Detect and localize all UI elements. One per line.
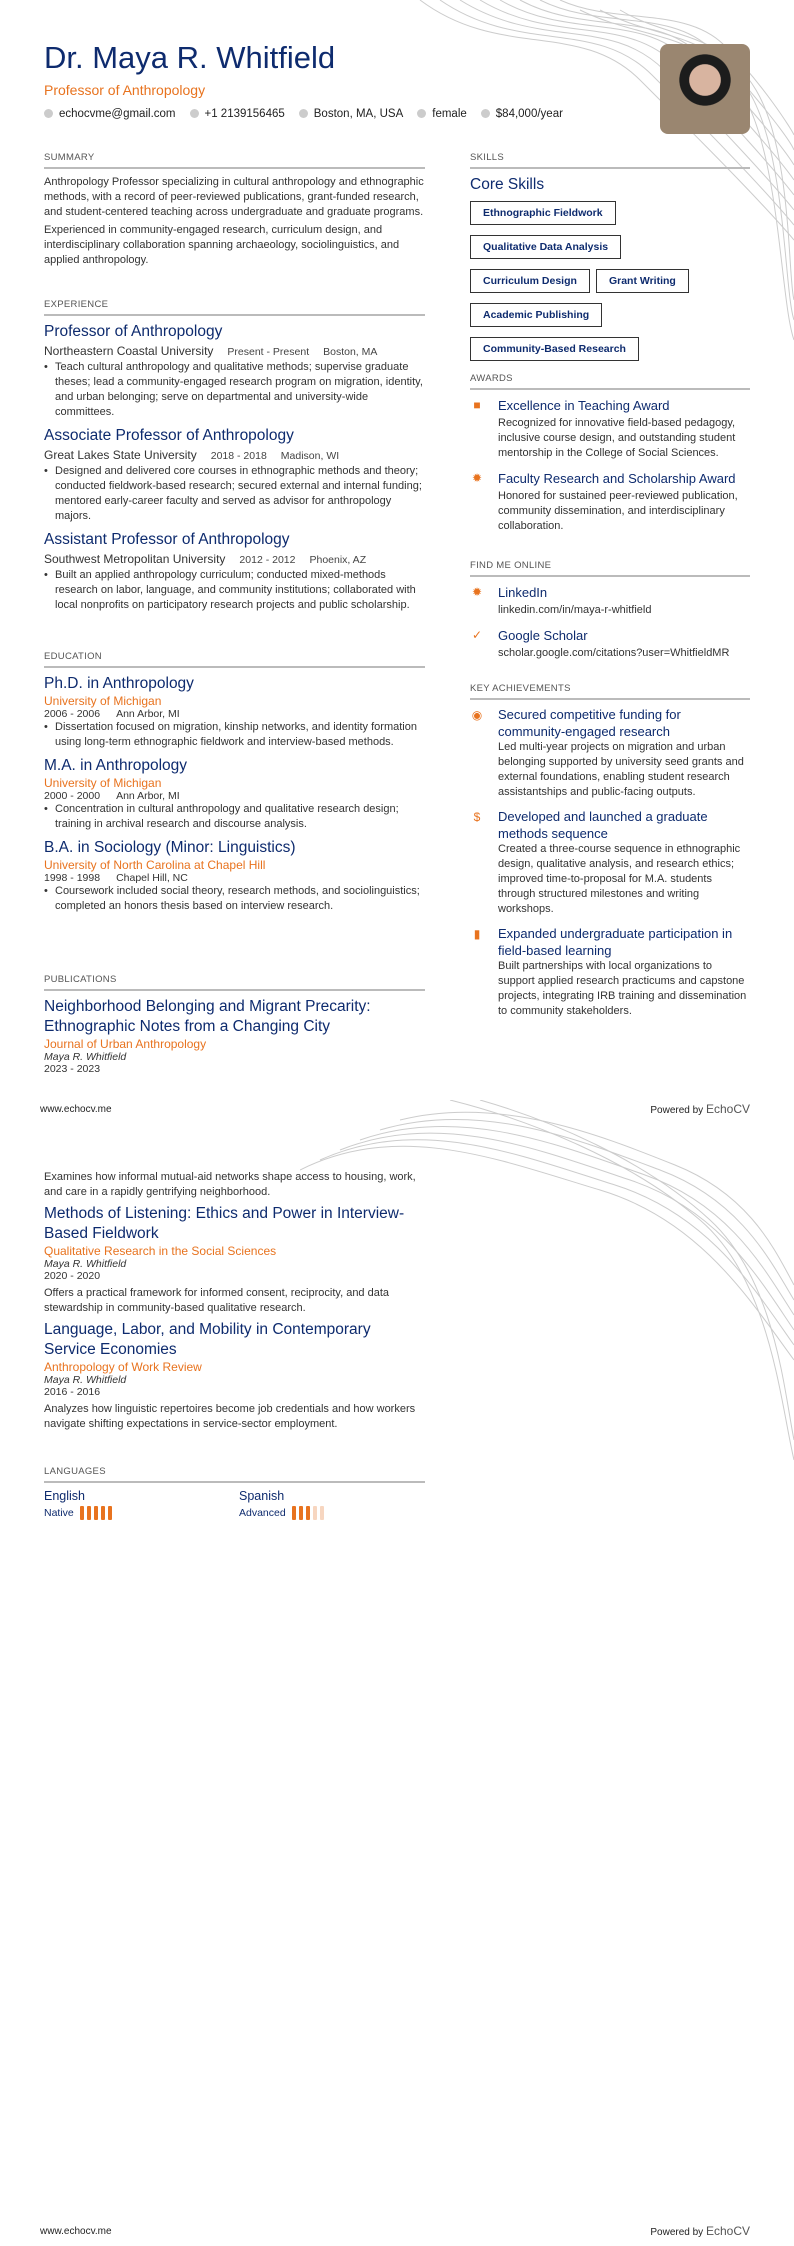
bell-icon: ✹ [471, 585, 483, 599]
education-item [44, 756, 425, 832]
employer: Northeastern Coastal University [44, 344, 214, 358]
skill-group-title: Core Skills [470, 176, 545, 193]
achievement-desc: Created a three-course sequence in ethnographic design, qualitative analysis, and research ethics; improved time-to-proposal for M.A. students through structured milestones and writing workshops. [498, 843, 741, 915]
edu-location: Ann Arbor, MI [116, 708, 180, 720]
degree: Ph.D. in Anthropology [44, 675, 194, 692]
edu-bullet: • Dissertation focused on migration, kinship networks, and identity formation using long-term ethnographic fieldwork and interview-based methods. [44, 720, 425, 750]
contact-location: Boston, MA, USA [299, 108, 403, 120]
achievements-section [470, 683, 750, 1027]
job-bullet: • Teach cultural anthropology and qualitative methods; supervise graduate theses; lead a community-engaged research program on migration, identity, and urban belonging; serve on departmental and university-wide committees. [44, 360, 425, 420]
location-icon [299, 109, 308, 118]
contact-gender: female [417, 108, 467, 120]
footer-powered[interactable]: Powered by EchoCV [650, 1102, 750, 1116]
section-heading: KEY ACHIEVEMENTS [470, 683, 750, 700]
bell-icon: ✹ [471, 471, 483, 485]
achievement-title: Secured competitive funding for community-engaged research [498, 707, 681, 739]
section-heading: FIND ME ONLINE [470, 560, 750, 577]
section-heading: SKILLS [470, 152, 750, 169]
publication-author: Maya R. Whitfield [44, 1051, 127, 1063]
job-location: Madison, WI [280, 450, 340, 462]
education-item [44, 674, 425, 750]
degree: M.A. in Anthropology [44, 757, 188, 774]
language-item [44, 1489, 239, 1520]
publication-dates: 2016 - 2016 [44, 1386, 101, 1398]
awards-section [470, 373, 750, 542]
dollar-icon: $ [473, 810, 481, 824]
section-heading: EXPERIENCE [44, 299, 425, 316]
publication-journal: Qualitative Research in the Social Sciences [44, 1244, 277, 1258]
camera-icon: ◉ [471, 708, 483, 722]
publication-title: Neighborhood Belonging and Migrant Precarity: Ethnographic Notes from a Changing City [44, 998, 371, 1035]
publication-author: Maya R. Whitfield [44, 1258, 127, 1270]
summary-text: Experienced in community-engaged research, curriculum design, and interdisciplinary collaboration spanning archaeology, sociolinguistics, and applied anthropology. [44, 224, 400, 266]
publications-continued [44, 1170, 425, 1432]
publication-journal: Anthropology of Work Review [44, 1360, 202, 1374]
award-desc: Honored for sustained peer-reviewed publication, community dissemination, and interdisciplinary collaboration. [498, 490, 738, 532]
summary-text: Anthropology Professor specializing in cultural anthropology and ethnographic methods, with a record of peer-reviewed publications, grant-funded research, and student-centered teaching across undergraduate and graduate programs. [44, 176, 424, 218]
publications-section [44, 974, 425, 1075]
experience-item [44, 426, 425, 524]
skill-chip: Ethnographic Fieldwork [470, 201, 616, 225]
job-location: Phoenix, AZ [309, 554, 367, 566]
achievement-item [470, 808, 750, 917]
language-name: Spanish [239, 1489, 285, 1503]
contact-email[interactable]: echocvme@gmail.com [44, 108, 176, 120]
section-heading: EDUCATION [44, 651, 425, 668]
achievement-desc: Built partnerships with local organizations to support applied research practicums and capstone projects, integrating IRB training and dissemination to community stakeholders. [498, 960, 747, 1017]
job-title: Assistant Professor of Anthropology [44, 531, 290, 548]
award-item [470, 469, 750, 534]
employer: Southwest Metropolitan University [44, 552, 226, 566]
language-meter [80, 1506, 112, 1520]
skill-chip: Academic Publishing [470, 303, 602, 327]
job-dates: 2018 - 2018 [210, 450, 267, 462]
achievement-item [470, 925, 750, 1019]
language-level: Native [44, 1506, 74, 1519]
publication-dates: 2023 - 2023 [44, 1063, 101, 1075]
file-icon: ▮ [473, 927, 481, 941]
contact-salary: $84,000/year [481, 108, 563, 120]
brand-logo: EchoCV [705, 1102, 750, 1116]
brand-logo: EchoCV [705, 2224, 750, 2238]
contact-info [44, 108, 563, 120]
section-heading: SUMMARY [44, 152, 425, 169]
online-url[interactable]: linkedin.com/in/maya-r-whitfield [498, 604, 652, 616]
edu-dates: 1998 - 1998 [44, 872, 101, 884]
job-bullet: • Built an applied anthropology curriculum; conducted mixed-methods research on labor, language, and community institutions; collaborated with local nonprofits on participatory research projects and public scholarship. [44, 568, 425, 613]
publication-desc: Offers a practical framework for informed consent, reciprocity, and data stewardship in community-based qualitative research. [44, 1287, 390, 1314]
language-meter [292, 1506, 324, 1520]
footer-site[interactable]: www.echocv.me [40, 2226, 112, 2237]
candidate-name: Dr. Maya R. Whitfield [44, 40, 336, 75]
person-icon [417, 109, 426, 118]
section-heading: AWARDS [470, 373, 750, 390]
candidate-title: Professor of Anthropology [44, 82, 206, 98]
job-dates: Present - Present [227, 346, 310, 358]
experience-item [44, 530, 425, 613]
publication-author: Maya R. Whitfield [44, 1374, 127, 1386]
experience-item [44, 322, 425, 420]
school: University of North Carolina at Chapel Hill [44, 858, 266, 872]
publication-journal: Journal of Urban Anthropology [44, 1037, 207, 1051]
skills-section [470, 152, 750, 371]
education-item [44, 838, 425, 914]
award-item [470, 396, 750, 461]
footer-site[interactable]: www.echocv.me [40, 1104, 112, 1115]
publication-title: Methods of Listening: Ethics and Power in Interview-Based Fieldwork [44, 1205, 405, 1242]
publication-title: Language, Labor, and Mobility in Contemporary Service Economies [44, 1321, 371, 1358]
language-item [239, 1489, 324, 1520]
edu-dates: 2006 - 2006 [44, 708, 101, 720]
experience-section [44, 299, 425, 619]
degree: B.A. in Sociology (Minor: Linguistics) [44, 839, 296, 856]
school: University of Michigan [44, 694, 162, 708]
skill-chip: Community-Based Research [470, 337, 639, 361]
award-title: Excellence in Teaching Award [498, 398, 670, 413]
job-title: Associate Professor of Anthropology [44, 427, 294, 444]
phone-icon [190, 109, 199, 118]
check-icon: ✓ [471, 628, 483, 642]
online-title: LinkedIn [498, 585, 548, 600]
chat-icon: ■ [473, 398, 481, 412]
education-section [44, 651, 425, 920]
edu-location: Chapel Hill, NC [116, 872, 188, 884]
edu-bullet: • Coursework included social theory, research methods, and sociolinguistics; completed an honors thesis based on interview research. [44, 884, 425, 914]
job-bullet: • Designed and delivered core courses in ethnographic methods and theory; conducted fieldwork-based research; secured external and internal funding; mentored early-career faculty and served as advisor for anthropology majors. [44, 464, 425, 524]
online-section [470, 560, 750, 669]
languages-section [44, 1466, 425, 1520]
skill-chip: Grant Writing [596, 269, 689, 293]
edu-bullet: • Concentration in cultural anthropology and qualitative research design; training in archival research and discourse analysis. [44, 802, 425, 832]
profile-photo [660, 44, 750, 134]
online-item[interactable] [470, 583, 750, 618]
summary-section [44, 152, 425, 268]
job-title: Professor of Anthropology [44, 323, 223, 340]
award-desc: Recognized for innovative field-based pedagogy, inclusive course design, and outstanding student mentorship in the College of Social Sciences. [498, 417, 736, 459]
language-name: English [44, 1489, 85, 1503]
skill-chip: Qualitative Data Analysis [470, 235, 621, 259]
section-heading: PUBLICATIONS [44, 974, 425, 991]
online-item[interactable] [470, 626, 750, 661]
skill-chip: Curriculum Design [470, 269, 590, 293]
online-url[interactable]: scholar.google.com/citations?user=WhitfieldMR [498, 647, 730, 659]
online-title: Google Scholar [498, 628, 588, 643]
achievement-item [470, 706, 750, 800]
language-level: Advanced [239, 1506, 286, 1519]
publication-desc: Analyzes how linguistic repertoires become job credentials and how workers navigate shifting expectations in service-sector employment. [44, 1403, 416, 1430]
achievement-title: Expanded undergraduate participation in field-based learning [498, 926, 733, 958]
award-title: Faculty Research and Scholarship Award [498, 471, 736, 486]
job-dates: 2012 - 2012 [239, 554, 296, 566]
employer: Great Lakes State University [44, 448, 197, 462]
dollar-icon [481, 109, 490, 118]
edu-dates: 2000 - 2000 [44, 790, 101, 802]
edu-location: Ann Arbor, MI [116, 790, 180, 802]
school: University of Michigan [44, 776, 162, 790]
footer-powered[interactable]: Powered by EchoCV [650, 2224, 750, 2238]
section-heading: LANGUAGES [44, 1466, 425, 1483]
publication-dates: 2020 - 2020 [44, 1270, 101, 1282]
job-location: Boston, MA [323, 346, 378, 358]
achievement-desc: Led multi-year projects on migration and urban belonging supported by university seed grants and external foundations, enabling student research assistantships and public-facing outputs. [498, 741, 744, 798]
achievement-title: Developed and launched a graduate methods sequence [498, 809, 708, 841]
publication-desc: Examines how informal mutual-aid networks shape access to housing, work, and care in a rapidly gentrifying neighborhood. [44, 1171, 416, 1198]
contact-phone[interactable]: +1 2139156465 [190, 108, 285, 120]
at-icon [44, 109, 53, 118]
